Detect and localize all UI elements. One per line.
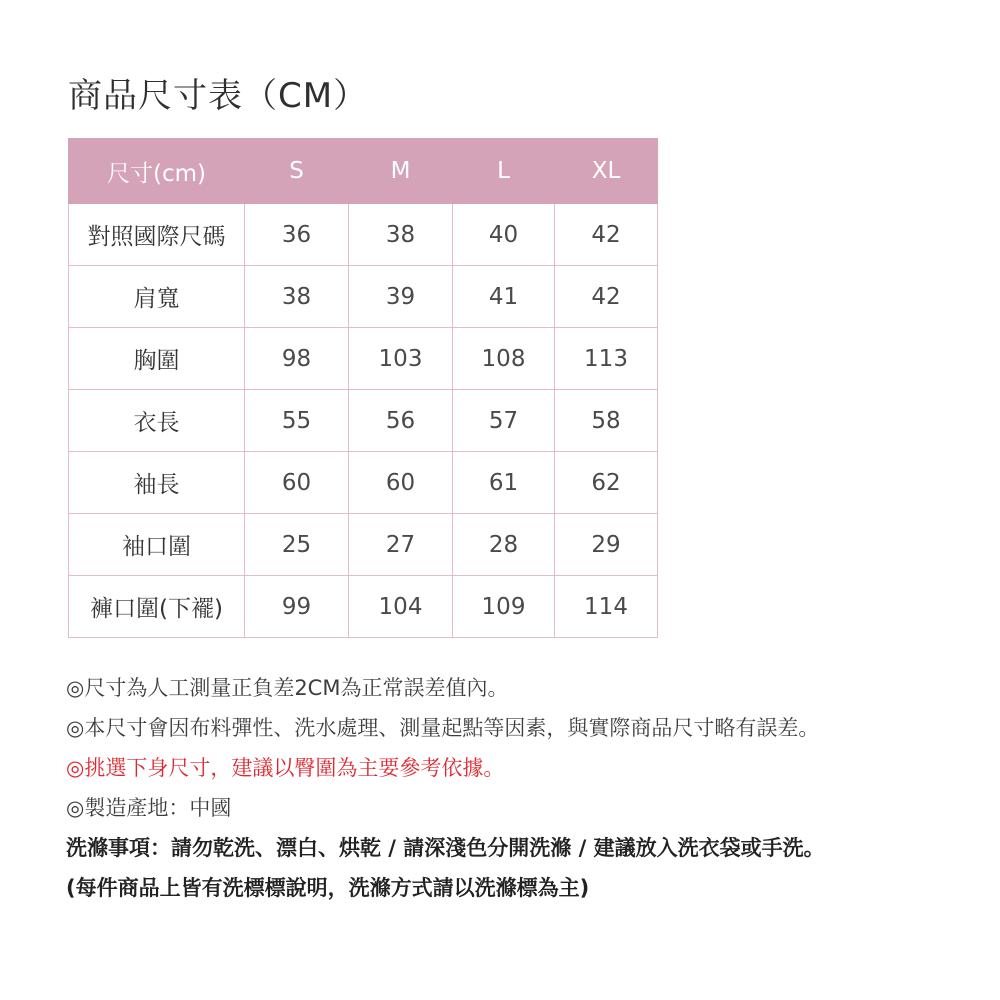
note-size-selection-tip: ◎挑選下身尺寸，建議以臀圍為主要參考依據。 xyxy=(66,756,505,780)
row-label: 胸圍 xyxy=(69,328,245,390)
row-label: 袖長 xyxy=(69,452,245,514)
care-label-note: (每件商品上皆有洗標標說明，洗滌方式請以洗滌標為主) xyxy=(66,876,590,900)
table-cell: 38 xyxy=(349,204,453,266)
table-cell: 41 xyxy=(453,266,555,328)
table-cell: 36 xyxy=(245,204,349,266)
row-label: 肩寬 xyxy=(69,266,245,328)
table-cell: 98 xyxy=(245,328,349,390)
table-row xyxy=(69,328,658,390)
table-cell: 113 xyxy=(555,328,658,390)
table-cell: 62 xyxy=(555,452,658,514)
table-cell: 42 xyxy=(555,204,658,266)
table-row xyxy=(69,266,658,328)
header-size-l: L xyxy=(453,139,555,204)
table-cell: 42 xyxy=(555,266,658,328)
table-cell: 61 xyxy=(453,452,555,514)
table-cell: 25 xyxy=(245,514,349,576)
table-row xyxy=(69,390,658,452)
care-instructions: 洗滌事項：請勿乾洗、漂白、烘乾 / 請深淺色分開洗滌 / 建議放入洗衣袋或手洗。 xyxy=(66,836,825,860)
table-cell: 27 xyxy=(349,514,453,576)
table-header-row xyxy=(69,139,658,204)
row-label: 對照國際尺碼 xyxy=(69,204,245,266)
table-cell: 58 xyxy=(555,390,658,452)
table-cell: 103 xyxy=(349,328,453,390)
table-cell: 108 xyxy=(453,328,555,390)
table-cell: 60 xyxy=(245,452,349,514)
note-fabric-variance: ◎本尺寸會因布料彈性、洗水處理、測量起點等因素，與實際商品尺寸略有誤差。 xyxy=(66,716,820,740)
header-size-m: M xyxy=(349,139,453,204)
table-cell: 104 xyxy=(349,576,453,638)
table-row xyxy=(69,576,658,638)
row-label: 褲口圍(下襬) xyxy=(69,576,245,638)
table-cell: 99 xyxy=(245,576,349,638)
table-cell: 28 xyxy=(453,514,555,576)
table-cell: 57 xyxy=(453,390,555,452)
table-cell: 39 xyxy=(349,266,453,328)
header-size-s: S xyxy=(245,139,349,204)
table-cell: 55 xyxy=(245,390,349,452)
row-label: 袖口圍 xyxy=(69,514,245,576)
table-cell: 56 xyxy=(349,390,453,452)
note-measurement-tolerance: ◎尺寸為人工測量正負差2CM為正常誤差值內。 xyxy=(66,676,509,700)
page-title: 商品尺寸表（CM） xyxy=(68,76,369,116)
table-row xyxy=(69,452,658,514)
table-row xyxy=(69,204,658,266)
table-row xyxy=(69,514,658,576)
table-cell: 29 xyxy=(555,514,658,576)
header-size-xl: XL xyxy=(555,139,658,204)
table-cell: 109 xyxy=(453,576,555,638)
header-size-label: 尺寸(cm) xyxy=(69,139,245,204)
table-cell: 40 xyxy=(453,204,555,266)
note-origin: ◎製造產地：中國 xyxy=(66,796,232,820)
table-cell: 60 xyxy=(349,452,453,514)
table-cell: 38 xyxy=(245,266,349,328)
notes-section xyxy=(66,668,966,908)
size-table xyxy=(68,138,658,638)
table-cell: 114 xyxy=(555,576,658,638)
row-label: 衣長 xyxy=(69,390,245,452)
